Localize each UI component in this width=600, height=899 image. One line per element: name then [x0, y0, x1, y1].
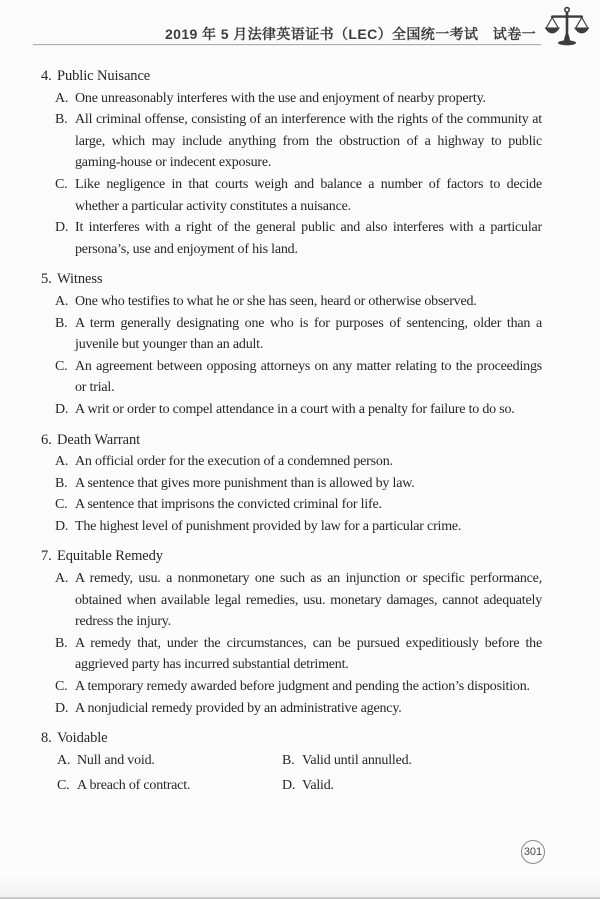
question-5: [0, 269, 600, 420]
option-letter: A.: [57, 752, 71, 768]
option-letter: C.: [55, 176, 68, 192]
question-heading: [41, 430, 600, 452]
option-text: A writ or order to compel attendance in a court with a penalty for failure to do so.: [75, 401, 515, 417]
option-text: A term generally designating one who is for purposes of sentencing, older than a juvenile but younger than an adult.: [75, 315, 542, 353]
option-5B: [55, 313, 542, 356]
option-5C: [55, 356, 542, 399]
option-letter: B.: [55, 635, 68, 651]
question-number: 8.: [41, 730, 52, 747]
question-term: Death Warrant: [57, 431, 141, 448]
question-heading: [41, 269, 600, 291]
option-text: All criminal offense, consisting of an interference with the rights of the community at large, which may include anything from the obstruction of a highway to public gaming-house or indecent exposure.: [75, 112, 542, 171]
option-letter: D.: [282, 777, 296, 793]
option-6D: [55, 516, 542, 538]
option-letter: B.: [55, 475, 68, 491]
option-letter: D.: [55, 220, 69, 236]
option-text: A temporary remedy awarded before judgment and pending the action’s disposition.: [75, 679, 530, 695]
questions-area: [0, 66, 600, 797]
option-7A: [55, 568, 542, 633]
option-text: One who testifies to what he or she has seen, heard or otherwise observed.: [75, 293, 477, 309]
question-term: Witness: [57, 271, 103, 288]
option-letter: B.: [282, 752, 295, 768]
question-term: Voidable: [57, 730, 108, 747]
option-6B: [55, 473, 542, 495]
option-letter: D.: [55, 700, 69, 716]
option-letter: C.: [57, 777, 70, 793]
question-number: 6.: [41, 431, 52, 448]
option-6A: [55, 451, 542, 473]
option-letter: C.: [55, 497, 68, 513]
option-letter: A.: [55, 571, 69, 587]
option-letter: D.: [55, 401, 69, 417]
option-7D: [55, 698, 542, 720]
option-6C: [55, 494, 542, 516]
option-8C: [57, 775, 282, 797]
option-text: A sentence that gives more punishment than is allowed by law.: [75, 475, 415, 491]
question-4: [0, 66, 600, 260]
option-letter: B.: [55, 112, 68, 128]
option-text: Valid.: [302, 777, 334, 793]
option-letter: D.: [55, 518, 69, 534]
option-text: An agreement between opposing attorneys on any matter relating to the proceedings or trial.: [75, 358, 542, 396]
option-letter: A.: [55, 90, 69, 106]
question-heading: [41, 546, 600, 568]
question-8: [0, 728, 600, 796]
option-letter: C.: [55, 679, 68, 695]
question-term: Equitable Remedy: [57, 548, 163, 565]
question-heading: [41, 66, 600, 88]
option-text: A remedy that, under the circumstances, can be pursued expeditiously before the aggrieved party has incurred substantial detriment.: [75, 635, 542, 673]
question-number: 4.: [41, 68, 52, 84]
option-letter: A.: [55, 293, 69, 309]
question-6: [0, 430, 600, 538]
option-grid: [57, 750, 600, 797]
option-4C: [55, 174, 542, 217]
question-term: Public Nuisance: [57, 68, 151, 84]
option-7B: [55, 633, 542, 676]
option-text: A remedy, usu. a nonmonetary one such as an injunction or specific performance, obtained when available legal remedies, usu. monetary damages, cannot adequately redress the injury.: [75, 571, 542, 630]
question-heading: [41, 728, 600, 750]
option-text: It interferes with a right of the general public and also interferes with a particular persona’s, use and enjoyment of his land.: [75, 220, 542, 257]
option-5A: [55, 291, 542, 313]
option-text: Valid until annulled.: [302, 752, 412, 768]
scan-bottom-edge: [0, 875, 600, 899]
question-number: 5.: [41, 271, 52, 288]
option-text: Null and void.: [77, 752, 155, 768]
option-text: One unreasonably interferes with the use and enjoyment of nearby property.: [75, 90, 486, 106]
option-8D: [282, 775, 600, 797]
option-text: The highest level of punishment provided by law for a particular crime.: [75, 518, 462, 534]
option-8B: [282, 750, 600, 772]
header-rule: [33, 44, 541, 45]
option-letter: B.: [55, 315, 68, 331]
page-number: 301: [523, 846, 543, 858]
option-text: An official order for the execution of a condemned person.: [75, 454, 393, 470]
option-4A: [55, 88, 542, 110]
scales-of-justice-icon: [542, 6, 592, 46]
question-7: [0, 546, 600, 719]
option-4D: [55, 217, 542, 260]
question-number: 7.: [41, 548, 52, 565]
option-4B: [55, 109, 542, 174]
option-8A: [57, 750, 282, 772]
option-5D: [55, 399, 542, 421]
option-text: A breach of contract.: [77, 777, 191, 793]
option-letter: A.: [55, 454, 69, 470]
option-text: Like negligence in that courts weigh and balance a number of factors to decide whether a particular activity constitutes a nuisance.: [75, 176, 542, 214]
option-text: A nonjudicial remedy provided by an administrative agency.: [75, 700, 402, 716]
option-text: A sentence that imprisons the convicted criminal for life.: [75, 497, 382, 513]
header-title: 2019 年 5 月法律英语证书（LEC）全国统一考试 试卷一: [165, 26, 536, 42]
page-number-badge: [521, 840, 545, 864]
option-letter: C.: [55, 358, 68, 374]
option-7C: [55, 676, 542, 698]
scales-of-justice-icon: [542, 6, 592, 46]
